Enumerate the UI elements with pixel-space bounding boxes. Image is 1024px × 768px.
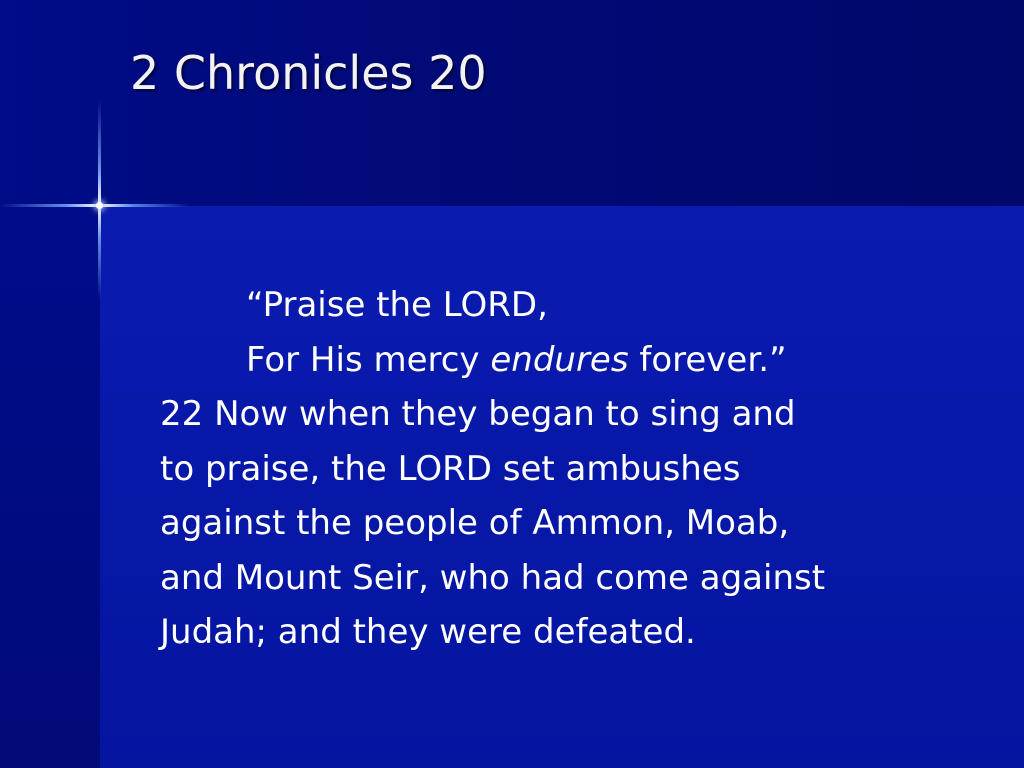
slide-title: 2 Chronicles 20	[130, 46, 487, 100]
slide-body	[160, 278, 980, 660]
sparkle-star-icon	[96, 202, 103, 209]
quote-emphasis: endures	[490, 339, 629, 380]
quote-line-1: “Praise the LORD,	[246, 285, 548, 325]
left-band	[0, 206, 100, 768]
sparkle-horizontal-line	[0, 204, 190, 207]
verse-line: to praise, the LORD set ambushes	[160, 448, 741, 489]
quote-line-2	[160, 333, 980, 388]
verse-line: against the people of Ammon, Moab,	[160, 503, 790, 543]
quote-line-2-end: forever.”	[628, 339, 787, 380]
sparkle-vertical-line	[98, 100, 101, 300]
verse-line: 22 Now when they began to sing and	[160, 394, 796, 434]
title-band	[0, 0, 1024, 206]
verse-line: and Mount Seir, who had come against	[160, 557, 826, 598]
verse-line: Judah; and they were defeated.	[160, 612, 696, 652]
quote-line-2-start: For His mercy	[246, 339, 491, 380]
